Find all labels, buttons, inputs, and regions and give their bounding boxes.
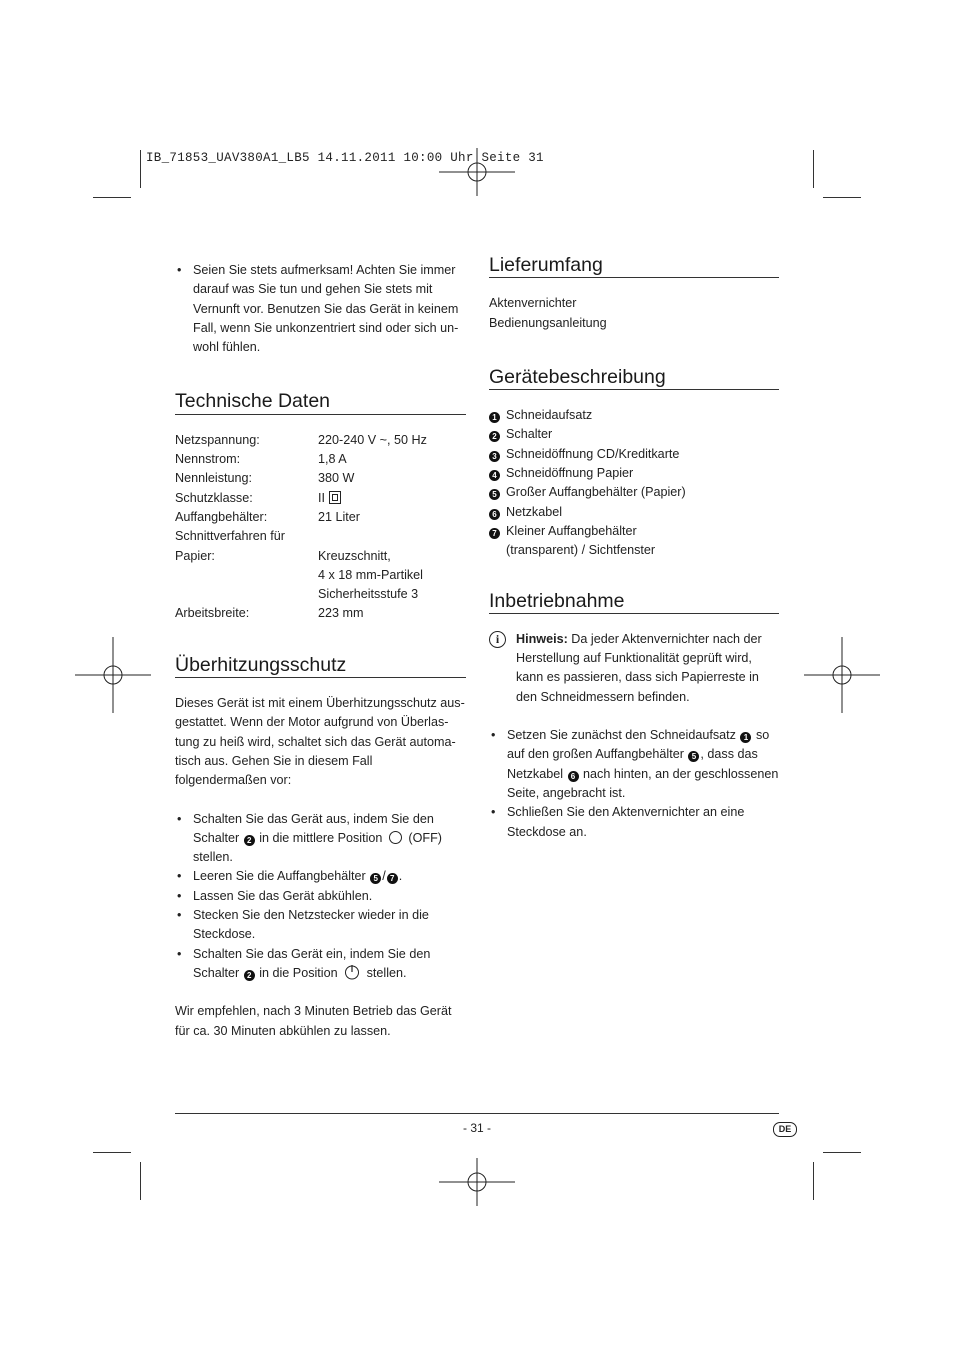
tech-value: 220-240 V ~, 50 Hz bbox=[318, 432, 427, 447]
overheat-steps bbox=[175, 810, 466, 984]
bullet-number-icon: 5 bbox=[688, 751, 699, 762]
page-number: - 31 - bbox=[462, 1121, 491, 1135]
tech-label: Netzspannung: bbox=[175, 432, 260, 447]
bullet-number-icon: 7 bbox=[387, 873, 398, 884]
section-title-lieferumfang: Lieferumfang bbox=[489, 256, 779, 278]
tech-label bbox=[175, 566, 318, 585]
registration-mark-icon bbox=[439, 1144, 515, 1220]
tech-label: Auffangbehälter: bbox=[175, 509, 268, 524]
step-text: (OFF) stellen. bbox=[193, 830, 442, 865]
tech-value: 380 W bbox=[318, 471, 355, 486]
scope-item: Aktenvernichter bbox=[489, 296, 577, 311]
step-text: Schalten Sie das Gerät ein, indem Sie den Schalter bbox=[193, 946, 431, 980]
tech-value: 1,8 A bbox=[318, 452, 347, 467]
right-column bbox=[489, 256, 779, 842]
list-item: • Lassen Sie das Gerät abkühlen. bbox=[175, 887, 466, 906]
device-part-cont: (transparent) / Sichtfenster bbox=[506, 543, 656, 558]
overheat-paragraph: Dieses Gerät ist mit einem Überhitzungsschutz aus-gestattet. Wenn der Motor aufgrund von Überlas-tung zu heiß wird, schaltet sich das Gerät automa-tisch aus. Gehen Sie in diesem Fall folgendermaßen vor: bbox=[175, 696, 465, 788]
list-item: • Stecken Sie den Netzstecker wieder in die Steckdose. bbox=[175, 906, 466, 945]
tech-value: Kreuzschnitt, bbox=[318, 548, 391, 563]
device-part: Schalter bbox=[506, 427, 553, 442]
list-item bbox=[489, 406, 779, 425]
step-text: . bbox=[398, 869, 403, 884]
list-item bbox=[489, 726, 779, 803]
tech-value: Sicherheitsstufe 3 bbox=[318, 587, 419, 602]
step-text: Schalten Sie das Gerät aus, indem Sie den Schalter bbox=[193, 811, 434, 845]
bullet-number-icon: 2 bbox=[244, 970, 255, 981]
bullet-number-icon: 1 bbox=[489, 412, 500, 423]
startup-steps bbox=[489, 726, 779, 842]
step-text: in die mittlere Position bbox=[259, 830, 383, 845]
step-text: stellen. bbox=[366, 965, 407, 980]
tech-label: Schutzklasse: bbox=[175, 490, 253, 505]
device-part: Schneidöffnung CD/Kreditkarte bbox=[506, 446, 680, 461]
section-title-geraetebeschreibung: Gerätebeschreibung bbox=[489, 368, 779, 390]
device-list bbox=[489, 406, 779, 560]
tech-value-class bbox=[318, 489, 466, 508]
list-item bbox=[175, 810, 466, 868]
registration-mark-icon bbox=[439, 134, 515, 210]
overheat-closing: Wir empfehlen, nach 3 Minuten Betrieb das Gerät für ca. 30 Minuten abkühlen zu lassen. bbox=[175, 1004, 452, 1038]
bullet-number-icon: 5 bbox=[489, 489, 500, 500]
note-text: Da jeder Aktenvernichter nach der Herstellung auf Funktionalität geprüft wird, kann es passieren, dass sich Papierreste in den Schneidmessern befinden. bbox=[516, 631, 762, 704]
step-text: nach hinten, an der geschlossenen Seite, angebracht ist. bbox=[507, 766, 779, 800]
device-part: Großer Auffangbehälter (Papier) bbox=[506, 485, 686, 500]
section-title-ueberhitzungsschutz: Überhitzungsschutz bbox=[175, 656, 466, 678]
tech-label: Papier: bbox=[175, 548, 215, 563]
bullet-number-icon: 6 bbox=[489, 509, 500, 520]
tech-label: Schnittverfahren für bbox=[175, 529, 285, 544]
power-icon bbox=[344, 964, 360, 980]
scope-item: Bedienungsanleitung bbox=[489, 315, 607, 330]
step-text: so auf den großen Auffangbehälter bbox=[507, 728, 770, 762]
print-slug: IB_71853_UAV380A1_LB5 14.11.2011 10:00 Uhr Seite 31 bbox=[146, 151, 544, 165]
tech-label: Nennstrom: bbox=[175, 452, 241, 467]
tech-value: II bbox=[318, 490, 325, 505]
list-item: • Schließen Sie den Aktenvernichter an eine Steckdose an. bbox=[489, 803, 779, 842]
device-part: Kleiner Auffangbehälter bbox=[506, 523, 637, 538]
registration-mark-icon bbox=[75, 637, 151, 713]
list-item: • Seien Sie stets aufmerksam! Achten Sie immer darauf was Sie tun und gehen Sie stets mit Vernunft vor. Benutzen Sie das Gerät in keinem Fall, wenn Sie unkonzentriert sind oder sich un-wohl fühlen. bbox=[175, 261, 466, 357]
list-item bbox=[489, 483, 779, 502]
tech-value: 4 x 18 mm-Partikel bbox=[318, 567, 423, 582]
tech-label: Arbeitsbreite: bbox=[175, 606, 250, 621]
list-item bbox=[489, 445, 779, 464]
tech-value: 21 Liter bbox=[318, 509, 361, 524]
tech-label bbox=[175, 585, 318, 604]
off-circle-icon bbox=[389, 831, 402, 844]
bullet-number-icon: 3 bbox=[489, 451, 500, 462]
device-part: Schneidöffnung Papier bbox=[506, 466, 634, 481]
language-badge: DE bbox=[773, 1122, 797, 1137]
list-item bbox=[489, 522, 779, 541]
bullet-number-icon: 4 bbox=[489, 470, 500, 481]
tech-data-table bbox=[175, 431, 466, 624]
list-item bbox=[489, 464, 779, 483]
device-part: Netzkabel bbox=[506, 504, 563, 519]
note-label: Hinweis: bbox=[516, 631, 568, 646]
list-item bbox=[175, 867, 466, 886]
device-part: Schneidaufsatz bbox=[506, 408, 593, 423]
bullet-number-icon: 2 bbox=[244, 835, 255, 846]
step-text: Setzen Sie zunächst den Schneidaufsatz bbox=[507, 728, 736, 743]
bullet-number-icon: 2 bbox=[489, 431, 500, 442]
info-icon: i bbox=[489, 631, 506, 648]
registration-mark-icon bbox=[804, 637, 880, 713]
step-text: , dass das Netzkabel bbox=[507, 747, 758, 781]
step-text: in die Position bbox=[259, 965, 338, 980]
tech-value: 223 mm bbox=[318, 606, 364, 621]
bullet-number-icon: 7 bbox=[489, 528, 500, 539]
list-item bbox=[175, 945, 466, 984]
step-text: Leeren Sie die Auffangbehälter bbox=[193, 869, 366, 884]
class-ii-icon bbox=[329, 491, 341, 504]
footer-rule bbox=[175, 1113, 779, 1114]
tech-value bbox=[318, 527, 466, 546]
list-item bbox=[489, 503, 779, 522]
note-block bbox=[489, 630, 779, 707]
bullet-number-icon: 5 bbox=[370, 873, 381, 884]
section-title-inbetriebnahme: Inbetriebnahme bbox=[489, 592, 779, 614]
list-item bbox=[489, 425, 779, 444]
bullet-number-icon: 6 bbox=[568, 771, 579, 782]
step-text: / bbox=[382, 869, 386, 884]
left-column bbox=[175, 261, 466, 1041]
intro-list bbox=[175, 261, 466, 357]
bullet-number-icon: 1 bbox=[740, 732, 751, 743]
section-title-technische-daten: Technische Daten bbox=[175, 392, 466, 414]
tech-label: Nennleistung: bbox=[175, 471, 253, 486]
